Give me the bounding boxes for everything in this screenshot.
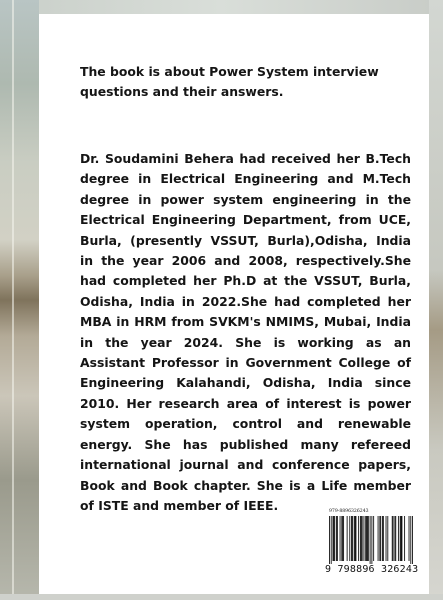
barcode-bar <box>386 516 387 561</box>
barcode-bar <box>394 516 395 561</box>
barcode-bar <box>400 516 401 561</box>
barcode-bar <box>347 516 348 561</box>
isbn-label: 979-8896326243 <box>329 509 369 514</box>
barcode-bar <box>337 516 338 561</box>
barcode-bar <box>365 516 366 561</box>
barcode-bar <box>392 516 393 561</box>
barcode-bar <box>361 516 362 561</box>
barcode-bar <box>331 516 332 566</box>
barcode-bar <box>401 516 402 561</box>
barcode-bar <box>340 516 341 561</box>
barcode-bar <box>333 516 334 561</box>
barcode-bar <box>379 516 380 561</box>
barcode-bar <box>355 516 356 561</box>
barcode-bar <box>402 516 403 561</box>
cover-background-right <box>429 0 443 600</box>
barcode-bar <box>354 516 355 561</box>
isbn-barcode <box>325 509 417 577</box>
barcode-bar <box>366 516 367 561</box>
cover-background-top <box>0 0 443 14</box>
barcode-bar <box>382 516 383 561</box>
barcode-bars <box>329 516 413 566</box>
barcode-bar <box>358 516 359 561</box>
barcode-bar <box>349 516 350 561</box>
barcode-bar <box>378 516 379 561</box>
barcode-bar <box>336 516 337 561</box>
barcode-bar <box>371 516 372 566</box>
barcode-bar <box>395 516 396 561</box>
ean-digits: 9 798896 326243 <box>325 564 419 575</box>
barcode-bar <box>404 516 405 561</box>
barcode-bar <box>360 516 361 561</box>
cover-background-spine <box>0 0 39 600</box>
barcode-bar <box>410 516 411 566</box>
barcode-bar <box>383 516 384 561</box>
barcode-bar <box>398 516 399 561</box>
author-biography: Dr. Soudamini Behera had received her B.Tech degree in Electrical Engineering and M.Tech degree in power system engineering in the Electrical Engineering Department, from UCE, Burla, (presently VSSUT, Burla),Odisha, India in the year 2006 and 2008, respectively.She had completed her Ph.D at the VSSUT, Burla, Odisha, India in 2022.She had completed her MBA in HRM from SVKM's NMIMS, Mubai, India in the year 2024. She is working as an Assistant Professor in Government College of Engineering Kalahandi, Odisha, India since 2010. Her research area of interest is power system operation, control and renewable energy. She has published many refereed international journal and conference papers, Book and Book chapter. She is a Life member of ISTE and member of IEEE. <box>80 151 411 513</box>
barcode-bar <box>352 516 353 561</box>
barcode-bar <box>370 516 371 566</box>
barcode-bar <box>343 516 344 561</box>
barcode-bar <box>412 516 413 566</box>
barcode-bar <box>373 516 374 561</box>
book-description: The book is about Power System interview questions and their answers. <box>80 64 379 99</box>
barcode-bar <box>393 516 394 561</box>
barcode-bar <box>341 516 342 561</box>
barcode-bar <box>362 516 363 561</box>
barcode-bar <box>367 516 368 561</box>
barcode-bar <box>334 516 335 561</box>
barcode-bar <box>380 516 381 561</box>
barcode-bar <box>356 516 357 561</box>
barcode-bar <box>351 516 352 561</box>
cover-background-bottom <box>0 594 443 600</box>
barcode-bar <box>333 516 334 561</box>
barcode-bar <box>387 516 388 561</box>
barcode-bar <box>409 516 410 561</box>
barcode-bar <box>329 516 330 566</box>
barcode-bar <box>342 516 343 561</box>
barcode-bar <box>363 516 364 561</box>
barcode-bar <box>368 516 369 561</box>
